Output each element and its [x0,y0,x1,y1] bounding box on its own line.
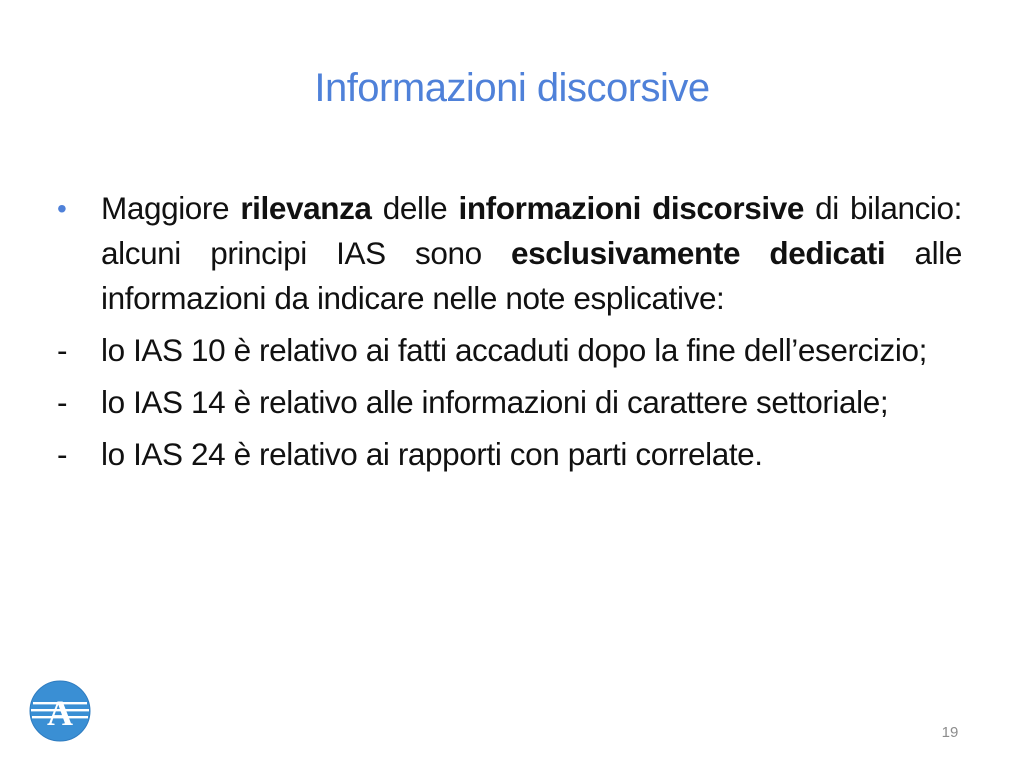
intro-bold-esclusivamente: esclusivamente dedicati [511,235,886,271]
slide-title: Informazioni discorsive [314,66,710,110]
list-item-text: lo IAS 24 è relativo ai rapporti con parti correlate. [101,436,763,472]
list-item-text: lo IAS 14 è relativo alle informazioni di carattere settoriale; [101,384,889,420]
dash-marker: - [57,436,68,472]
list-item-ias14 [55,380,962,425]
dash-marker: - [57,332,68,368]
intro-text-3: di bilancio: alcuni principi IAS sono [101,190,962,271]
bullet-dot-icon: • [57,193,67,224]
page-number: 19 [941,724,959,741]
intro-bold-rilevanza: rilevanza [240,190,372,226]
intro-text-4: alle informazioni da indicare nelle note esplicative: [101,235,962,316]
intro-text-2: delle [371,190,459,226]
intro-text-1: Maggiore [101,190,241,226]
list-item-ias24 [55,432,962,477]
list-item-ias10 [55,328,962,373]
logo-letter: A [47,693,73,733]
dash-marker: - [57,384,68,420]
bullet-list [55,186,962,484]
intro-bold-informazioni: informazioni discorsive [458,190,804,226]
bullet-item-intro [55,186,962,321]
list-item-text: lo IAS 10 è relativo ai fatti accaduti dopo la fine dell’esercizio; [101,332,927,368]
logo-icon [29,680,91,742]
